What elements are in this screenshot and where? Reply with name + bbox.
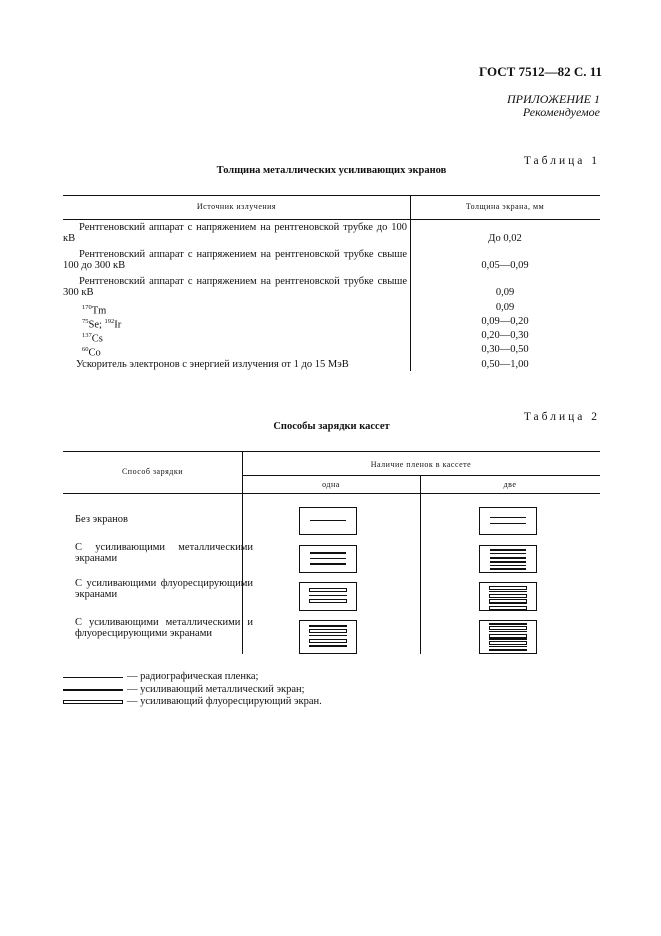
document-header: ГОСТ 7512—82 С. 11 [479,64,602,79]
fluorescent-screen-line [309,588,347,592]
appendix-note: Рекомендуемое [522,105,600,119]
table1-label: Таблица 1 [523,155,600,167]
table1-row-source: Рентгеновский аппарат с напряжением на рентгеновской трубке свыше 100 до 300 кВ [63,249,407,271]
fluorescent-screen-line [489,641,527,645]
cassette-diagram [299,582,357,611]
cassette-diagram [299,545,357,573]
table2-header-rule [63,493,600,494]
table1-row-value: 0,20—0,30 [481,330,529,341]
film-line [309,635,347,636]
appendix-title: ПРИЛОЖЕНИЕ 1 [507,92,600,106]
table1-row-value: До 0,02 [488,233,522,244]
fluorescent-screen-line [489,606,527,610]
isotope-mass-number: 75 [82,318,89,325]
cassette-diagram [299,507,357,535]
legend-fluorescent-symbol [63,700,123,704]
table1-top-rule [63,195,600,196]
table1-header-rule [63,219,600,220]
isotope-mass-number: 192 [104,318,115,325]
isotope-mass-number: 170 [82,304,92,311]
table2-subheader-rule [242,475,600,476]
fluorescent-screen-line [489,594,527,598]
table1-title: Толщина металлических усиливающих экранов [216,165,447,176]
table1-row-source: Ускоритель электронов с энергией излучения от 1 до 15 МэВ [76,359,349,370]
isotope-symbol: Se; [88,319,105,331]
legend-film-text: — радиографическая пленка; [127,671,259,682]
cassette-diagram [479,507,537,535]
table2-row-method: С усиливающими металлическими и флуоресцирующими экранами [75,617,253,639]
film-line [489,603,527,604]
fluorescent-screen-line [489,626,527,630]
table1-row-source [63,302,407,317]
film-line [489,631,527,632]
table2-row-method: С усиливающими металлическими экранами [75,542,253,564]
cassette-diagram [299,620,357,654]
metal-screen-line [489,649,527,651]
film-line [490,565,526,566]
metal-screen-line [309,625,347,627]
table2-top-rule [63,451,600,452]
table2-row-method: Без экранов [75,514,128,525]
table1-row-value: 0,09 [495,287,515,298]
film-line [490,517,526,518]
legend-metal-symbol [63,689,123,691]
table2-label: Таблица 2 [523,411,600,423]
fluorescent-screen-line [309,639,347,643]
table1-row-value: 0,30—0,50 [481,344,529,355]
isotope-symbol: Ir [114,319,122,331]
fluorescent-screen-line [309,599,347,603]
legend-film-symbol [63,677,123,678]
film-line [310,520,346,521]
table2-header-one: одна [322,480,340,489]
table1-row-source [63,344,407,359]
film-line [489,591,527,592]
film-line [309,595,347,596]
legend-fluorescent-text: — усиливающий флуоресцирующий экран. [127,696,322,707]
isotope-symbol: Tm [91,305,107,317]
film-line [310,558,346,559]
appendix-block [440,93,600,119]
isotope-symbol: Co [88,347,101,359]
metal-screen-line [490,557,526,559]
metal-screen-line [490,568,526,570]
metal-screen-line [310,563,346,565]
film-line [489,646,527,647]
table2-header-method: Способ зарядки [121,467,184,476]
fluorescent-screen-line [489,586,527,590]
isotope-mass-number: 60 [82,346,89,353]
table1-row-source: Рентгеновский аппарат с напряжением на рентгеновской трубке до 100 кВ [63,222,407,244]
metal-screen-line [489,638,527,640]
table1-header-thickness: Толщина экрана, мм [465,202,545,211]
metal-screen-line [309,645,347,647]
cassette-diagram [479,620,537,654]
table2-header-presence: Наличие пленок в кассете [370,460,472,469]
cassette-diagram [479,582,537,611]
legend-metal-text: — усиливающий металлический экран; [127,684,305,695]
isotope-mass-number: 137 [82,332,92,339]
film-line [490,523,526,524]
fluorescent-screen-line [309,629,347,633]
metal-screen-line [489,623,527,625]
cassette-diagram [479,545,537,573]
metal-screen-line [310,552,346,554]
isotope-symbol: Cs [91,333,103,345]
table1-row-value: 0,50—1,00 [481,359,529,370]
film-line [490,553,526,554]
table1-row-value: 0,09—0,20 [481,316,529,327]
table1-row-source [63,316,407,331]
table1-header-source: Источник излучения [196,202,277,211]
metal-screen-line [490,549,526,551]
table1-row-source: Рентгеновский аппарат с напряжением на рентгеновской трубке свыше 300 кВ [63,276,407,298]
table1-row-value: 0,09 [495,302,515,313]
table2-header-two: две [503,480,517,489]
table1-row-source [63,330,407,345]
metal-screen-line [490,561,526,563]
table1-row-value: 0,05—0,09 [481,260,529,271]
table2-column-divider [420,475,421,654]
table2-row-method: С усиливающими флуоресцирующими экранами [75,578,253,600]
table2-title: Способы зарядки кассет [273,421,390,432]
